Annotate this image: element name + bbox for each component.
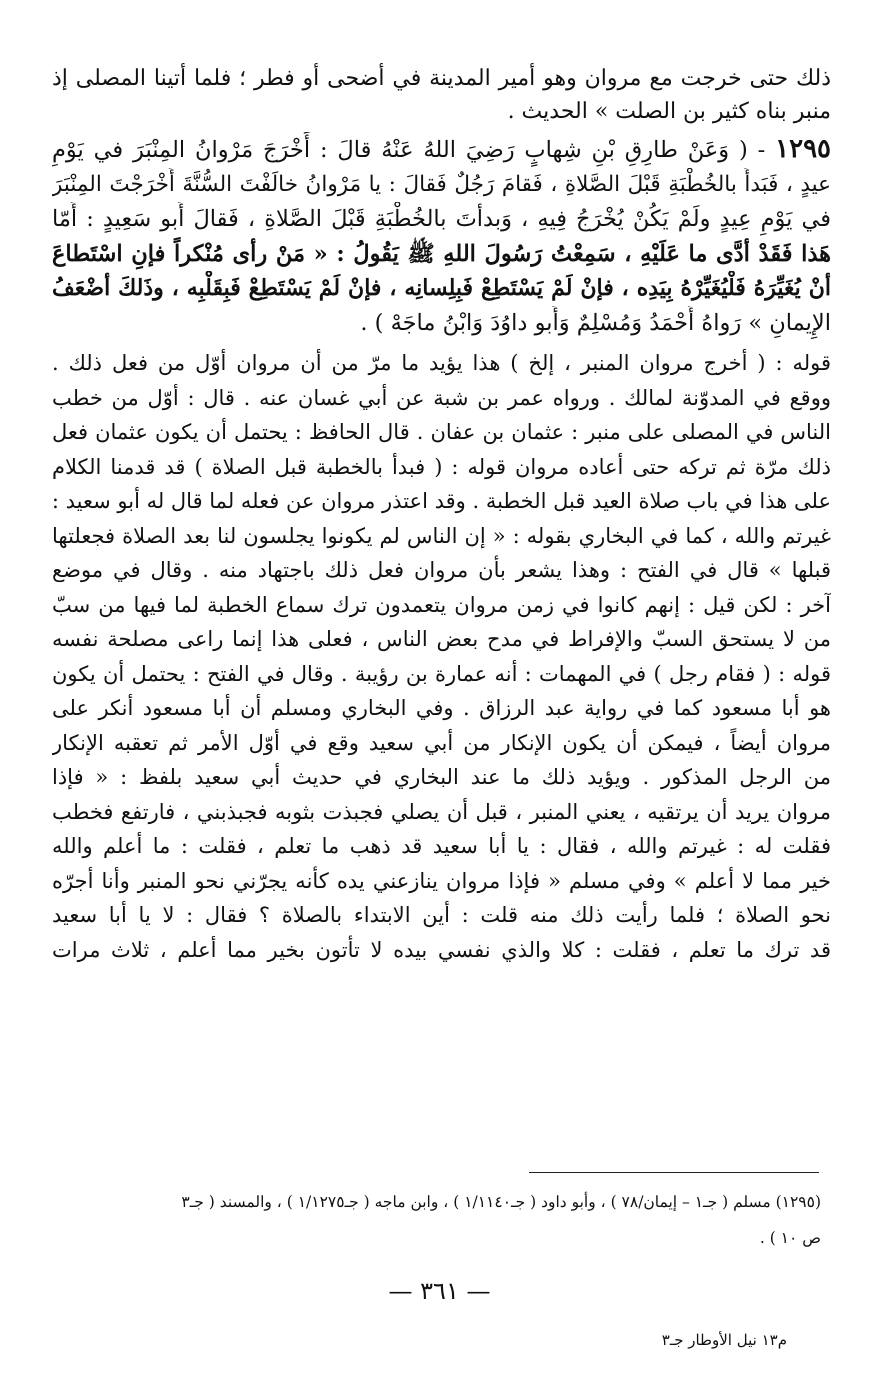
hadith-number: ١٢٩٥ bbox=[775, 134, 831, 164]
hadith-line: عيدٍ ، فَبَدأَ بالخُطْبَةِ قَبْلَ الصَّلاةِ ، فَقامَ رَجُلٌ فَقالَ : يا مَرْوانُ خالَفْتَ السُّنَّةَ أَخْرَجْتَ المِنْبَرَ bbox=[52, 171, 831, 197]
text-line: ذلك حتى خرجت مع مروان وهو أمير المدينة في أضحى أو فطر ؛ فلما أتينا المصلى إذ bbox=[52, 66, 831, 91]
commentary-line: الناس في المصلى على منبر : عثمان بن عفان . قال الحافظ : يحتمل أن يكون عثمان فعل bbox=[52, 420, 831, 444]
commentary-line: قوله : ( فقام رجل ) في المهمات : أنه عمارة بن رؤيبة . وقال في الفتح : يحتمل أن يكون bbox=[52, 661, 831, 686]
footnotes bbox=[58, 1184, 821, 1256]
hadith-block bbox=[52, 132, 831, 340]
hadith-line: ١٢٩٥ - ( وَعَنْ طارِقِ بْنِ شِهابٍ رَضِيَ اللهُ عَنْهُ قالَ : أَخْرَجَ مَرْوانُ المِنْبَرَ في يَوْمِ bbox=[52, 134, 831, 164]
hadith-line: في يَوْمِ عِيدٍ ولَمْ يَكُنْ يُخْرَجُ فِيهِ ، وَبدأتَ بالخُطْبَةِ قَبْلَ الصَّلاةِ ، فَقالَ أَبو سَعِيدٍ : أَمّا bbox=[52, 206, 831, 232]
commentary-line: من لا يستحق السبّ والإفراط في مدح بعض الناس ، فعلى هذا إنما راعى مصلحة نفسه bbox=[52, 627, 831, 651]
signature-mark: م١٣ نيل الأوطار جـ٣ bbox=[661, 1331, 787, 1349]
hadith-line: هَذا فَقَدْ أدَّى ما عَلَيْهِ ، سَمِعْتُ رَسُولَ اللهِ ﷺ يَقُولُ : « مَنْ رأى مُنْكراً فإنِ اسْتَطاعَ bbox=[52, 240, 831, 267]
commentary-line: مروان أيضاً ، فيمكن أن يكون الإنكار من أبي سعيد وقع في أوّل الأمر ثم تعقبه الإنكار bbox=[52, 730, 831, 755]
commentary-line: قبلها » قال في الفتح : وهذا يشعر بأن مروان فعل ذلك باجتهاد منه . وقال في موضع bbox=[52, 558, 831, 582]
commentary-line: ووقع في المدوّنة لمالك . ورواه عمر بن شبة عن أبي غسان عنه . قال : أوّل من خطب bbox=[52, 385, 831, 410]
commentary-line: آخر : لكن قيل : إنهم كانوا في زمن مروان يتعمدون ترك سماع الخطبة لما فيها من سبّ bbox=[52, 592, 831, 617]
commentary-line: قوله : ( أخرج مروان المنبر ، إلخ ) هذا يؤيد ما مرّ من أن مروان أوّل من فعل ذلك . bbox=[52, 351, 831, 375]
commentary-line: ذلك مرّة ثم تركه حتى أعاده مروان قوله : ( فبدأ بالخطبة قبل الصلاة ) قد قدمنا الكلام bbox=[52, 454, 831, 479]
commentary-line: قد ترك ما تعلم ، فقلت : كلا والذي نفسي بيده لا تأتون بخير مما أعلم ، ثلاث مرات bbox=[52, 937, 831, 962]
text-line: منبر بناه كثير بن الصلت » الحديث . bbox=[507, 99, 831, 124]
commentary-line: من الرجل المذكور . ويؤيد ذلك ما عند البخاري في حديث أبي سعيد بلفظ : « فإذا bbox=[52, 765, 831, 789]
commentary-line: هو أبا مسعود كما في رواية عبد الرزاق . وفي البخاري ومسلم أن أبا مسعود أنكر على bbox=[52, 696, 831, 720]
commentary-line: غيرتم والله ، كما في البخاري بقوله : « إن الناس لم يكونوا يجلسون لنا بعد الصلاة فجعلتها bbox=[52, 523, 831, 548]
footnote-line: (١٢٩٥) مسلم ( جـ١ – إيمان/٧٨ ) ، وأبو داود ( جـ١/١١٤٠ ) ، وابن ماجه ( جـ١/١٢٧٥ ) ، والمسند ( جـ٣ bbox=[181, 1193, 821, 1211]
intro-paragraph bbox=[52, 62, 831, 128]
page-number: — ٣٦١ — bbox=[388, 1277, 491, 1305]
footnote-line: ص ١٠ ) . bbox=[759, 1229, 821, 1247]
hadith-line: أنْ يُغَيِّرَهُ فَلْيُغَيِّرْهُ بِيَدِه ، فإنْ لَمْ يَسْتَطِعْ فَبِلِسانِه ، فإنْ لَمْ يَسْتَطِعْ فَبِقَلْبِه ، وذَلكَ أضْعَفُ bbox=[52, 275, 831, 301]
commentary-line: مروان يريد أن يرتقيه ، يعني المنبر ، قبل أن يصلي فجبذت بثوبه فجبذبني ، فارتفع فخطب bbox=[52, 799, 831, 824]
commentary-line: نحو الصلاة ؛ فلما رأيت ذلك منه قلت : أين الابتداء بالصلاة ؟ فقال : لا يا أبا سعيد bbox=[52, 903, 831, 927]
commentary-paragraph bbox=[52, 346, 831, 967]
commentary-line: على هذا في باب صلاة العيد قبل الخطبة . وقد اعتذر مروان عن فعله لما قال له أبو سعيد : bbox=[52, 489, 831, 513]
commentary-line: خير مما لا أعلم » وفي مسلم « فإذا مروان ينازعني يده كأنه يجرّني نحو المنبر وأنا أجرّه bbox=[52, 868, 831, 893]
hadith-line: الإِيمانِ » رَواهُ أَحْمَدُ وَمُسْلِمٌ وَأَبو داوُدَ وَابْنُ ماجَهْ ) . bbox=[360, 309, 831, 336]
commentary-line: فقلت له : غيرتم والله ، فقال : يا أبا سعيد قد ذهب ما تعلم ، فقلت : ما أعلم والله bbox=[52, 834, 831, 858]
footnote-divider bbox=[529, 1172, 819, 1173]
